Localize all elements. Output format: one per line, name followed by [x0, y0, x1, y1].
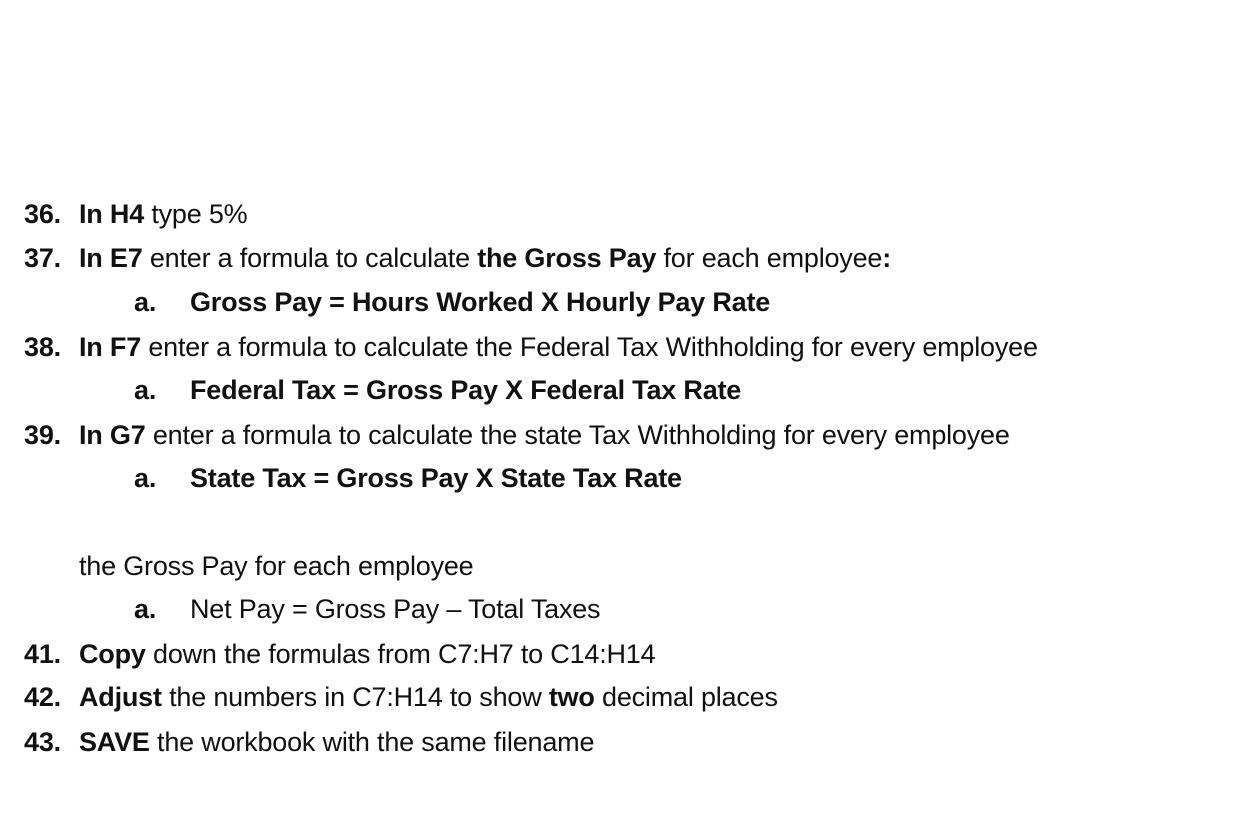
text-bold: two	[548, 682, 595, 712]
step-text	[79, 680, 778, 714]
text-bold: the Gross Pay	[477, 243, 657, 273]
text-bold: Adjust	[79, 682, 162, 712]
step-text	[79, 637, 655, 671]
step-text	[79, 241, 891, 275]
step-number: 43.	[24, 727, 61, 757]
text-bold: In G7	[79, 420, 146, 450]
text-bold: In H4	[79, 199, 145, 229]
text-normal: down the formulas from C7:H7 to C14:H14	[145, 639, 656, 669]
text-normal: the numbers in C7:H14 to show	[161, 682, 549, 712]
sub-letter: a.	[134, 287, 157, 317]
continuation-text: the Gross Pay for each employee	[79, 551, 474, 581]
text-normal: enter a formula to calculate	[142, 243, 478, 273]
text-normal: the workbook with the same filename	[149, 727, 595, 757]
step-text	[79, 197, 247, 231]
step-text	[79, 418, 1010, 452]
text-normal: type 5%	[144, 199, 248, 229]
sub-text	[190, 373, 741, 407]
step-number: 36.	[24, 199, 61, 229]
step-number: 37.	[24, 243, 61, 273]
step-number: 42.	[24, 682, 61, 712]
step-number: 38.	[24, 332, 61, 362]
text-normal: for each employee	[656, 243, 883, 273]
step-text	[79, 330, 1038, 364]
sub-text	[190, 285, 770, 319]
text-normal: Net Pay = Gross Pay – Total Taxes	[190, 594, 601, 624]
text-normal: enter a formula to calculate the Federal Tax Withholding for every employee	[141, 332, 1038, 362]
step-number: 41.	[24, 639, 61, 669]
text-normal: enter a formula to calculate the state Tax Withholding for every employee	[145, 420, 1010, 450]
text-bold: In E7	[79, 243, 143, 273]
sub-letter: a.	[134, 594, 157, 624]
step-number: 39.	[24, 420, 61, 450]
sub-text	[190, 592, 600, 626]
text-bold: Gross Pay = Hours Worked X Hourly Pay Rate	[190, 287, 771, 317]
sub-letter: a.	[134, 463, 157, 493]
sub-letter: a.	[134, 375, 157, 405]
text-bold: :	[882, 243, 892, 273]
text-bold: SAVE	[79, 727, 150, 757]
step-text	[79, 725, 594, 759]
text-bold: Copy	[79, 639, 146, 669]
text-normal: decimal places	[594, 682, 778, 712]
text-bold: In F7	[79, 332, 142, 362]
sub-text	[190, 461, 682, 495]
text-bold: Federal Tax = Gross Pay X Federal Tax Rate	[190, 375, 742, 405]
text-bold: State Tax = Gross Pay X State Tax Rate	[190, 463, 682, 493]
